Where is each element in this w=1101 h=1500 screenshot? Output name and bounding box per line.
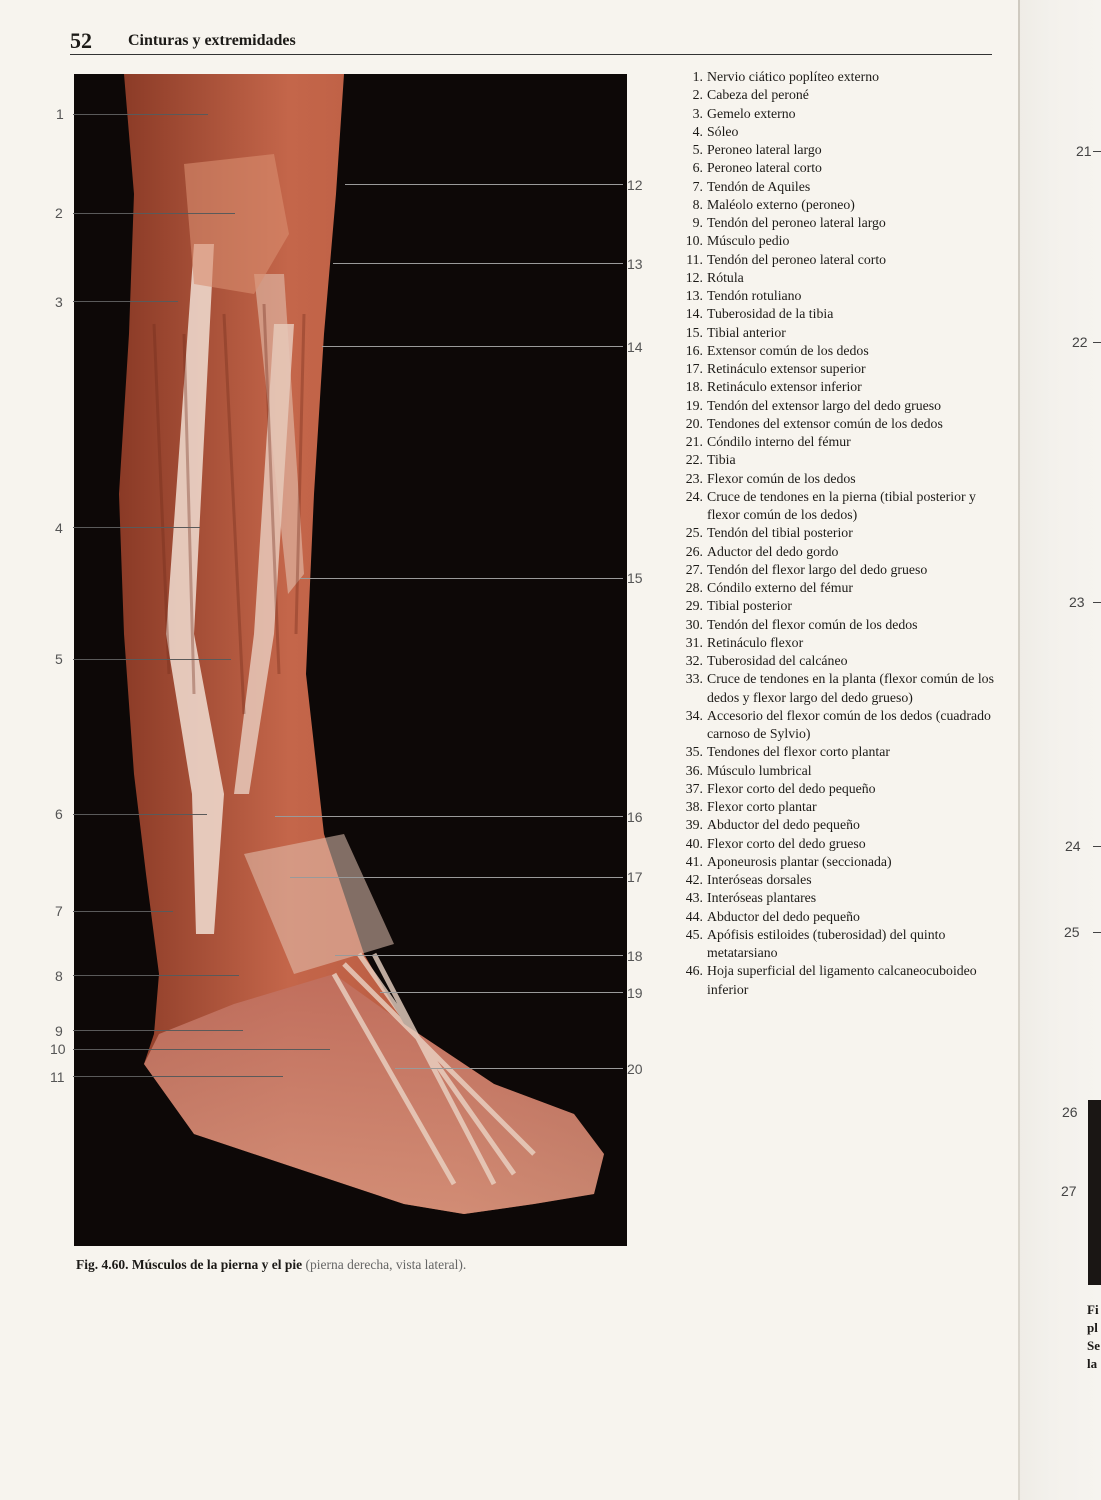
legend-list (674, 68, 1004, 999)
legend-number: 10. (685, 233, 703, 249)
legend-number: 1. (692, 69, 703, 84)
facing-label-22: 22 (1072, 334, 1088, 350)
facing-caption-1: Fi (1087, 1302, 1099, 1317)
leader-line-17 (290, 877, 623, 878)
legend-text: Cóndilo interno del fémur (707, 434, 851, 449)
legend-text: Abductor del dedo pequeño (707, 908, 860, 924)
legend-item (674, 762, 1004, 780)
legend-item (674, 159, 1004, 177)
legend-text: Flexor corto del dedo pequeño (707, 780, 876, 796)
legend-number: 17. (685, 361, 703, 376)
legend-text: Interóseas dorsales (707, 872, 812, 887)
figure-label-19: 19 (627, 985, 643, 1001)
legend-number: 41. (685, 853, 703, 869)
figure-label-3: 3 (55, 294, 63, 310)
legend-item (674, 488, 1004, 525)
legend-text: Extensor común de los dedos (707, 342, 869, 358)
legend-item (674, 926, 1004, 963)
legend-number: 39. (685, 817, 703, 833)
figure-label-2: 2 (55, 205, 63, 221)
legend-text: Retináculo extensor superior (707, 361, 866, 376)
leader-line-12 (345, 184, 623, 185)
legend-number: 33. (685, 671, 703, 687)
header-rule (70, 54, 992, 55)
facing-tick (1093, 602, 1101, 603)
legend-item (674, 652, 1004, 670)
leader-line-1 (73, 114, 208, 115)
legend-item (674, 105, 1004, 123)
legend-item (674, 561, 1004, 579)
legend-text: Flexor corto del dedo grueso (707, 835, 866, 851)
legend-text: Apófisis estiloides (tuberosidad) del quinto metatarsiano (707, 926, 946, 960)
legend-text: Tibial anterior (707, 324, 786, 340)
legend-text: Tendón del tibial posterior (707, 525, 853, 541)
facing-label-26: 26 (1062, 1104, 1078, 1120)
legend-text: Rótula (707, 269, 744, 285)
legend-item (674, 287, 1004, 305)
legend-number: 35. (685, 744, 703, 760)
leg-illustration (74, 74, 627, 1246)
facing-tick (1093, 151, 1101, 152)
legend-number: 34. (685, 707, 703, 723)
legend-text: Tendón de Aquiles (707, 178, 811, 194)
legend-number: 8. (692, 196, 703, 212)
legend-number: 40. (685, 835, 703, 851)
legend-text: Flexor corto plantar (707, 799, 817, 814)
legend-item (674, 524, 1004, 542)
legend-text: Tendones del extensor común de los dedos (707, 415, 943, 431)
figure-label-15: 15 (627, 570, 643, 586)
legend-item (674, 798, 1004, 816)
legend-text: Tuberosidad del calcáneo (707, 653, 848, 668)
legend-number: 11. (686, 251, 703, 267)
legend-item (674, 68, 1004, 86)
legend-item (674, 616, 1004, 634)
figure-label-14: 14 (627, 339, 643, 355)
facing-tick (1093, 846, 1101, 847)
leader-line-20 (395, 1068, 623, 1069)
figure-label-5: 5 (55, 651, 63, 667)
figure-label-6: 6 (55, 806, 63, 822)
leader-line-15 (300, 578, 623, 579)
legend-item (674, 178, 1004, 196)
legend-item (674, 251, 1004, 269)
figure-label-17: 17 (627, 869, 643, 885)
legend-item (674, 470, 1004, 488)
leader-line-4 (73, 527, 200, 528)
legend-text: Retináculo extensor inferior (707, 379, 862, 395)
legend-text: Accesorio del flexor común de los dedos (cuadrado carnoso de Sylvio) (707, 707, 991, 741)
leader-line-6 (73, 814, 207, 815)
legend-number: 13. (685, 288, 703, 303)
legend-item (674, 232, 1004, 250)
legend-text: Hoja superficial del ligamento calcaneocuboideo inferior (707, 963, 977, 997)
legend-item (674, 196, 1004, 214)
legend-item (674, 908, 1004, 926)
figure-label-13: 13 (627, 256, 643, 272)
figure-label-9: 9 (55, 1023, 63, 1039)
leader-line-16 (275, 816, 623, 817)
legend-item (674, 451, 1004, 469)
legend-item (674, 415, 1004, 433)
leader-line-11 (73, 1076, 283, 1077)
leader-line-3 (73, 301, 178, 302)
legend-text: Maléolo externo (peroneo) (707, 196, 855, 212)
legend-text: Tibial posterior (707, 598, 792, 614)
section-title: Cinturas y extremidades (128, 32, 296, 49)
legend-text: Tibia (707, 452, 736, 468)
legend-text: Tuberosidad de la tibia (707, 306, 834, 322)
leader-line-18 (335, 955, 623, 956)
legend-number: 14. (685, 306, 703, 322)
leader-line-5 (73, 659, 231, 660)
legend-item (674, 597, 1004, 615)
legend-number: 36. (685, 762, 703, 778)
legend-number: 43. (685, 890, 703, 906)
anatomy-photo (74, 74, 627, 1246)
legend-text: Cóndilo externo del fémur (707, 580, 853, 595)
legend-number: 28. (685, 580, 703, 595)
legend-number: 42. (685, 872, 703, 887)
facing-label-25: 25 (1064, 924, 1080, 940)
legend-number: 22. (685, 452, 703, 468)
legend-number: 23. (685, 470, 703, 486)
legend-text: Tendón del peroneo lateral largo (707, 215, 886, 230)
legend-item (674, 360, 1004, 378)
legend-text: Peroneo lateral largo (707, 142, 822, 157)
legend-number: 46. (685, 963, 703, 979)
book-gutter (1018, 0, 1020, 1500)
legend-item (674, 816, 1004, 834)
facing-photo-edge (1088, 1100, 1101, 1285)
page-number: 52 (70, 28, 92, 53)
legend-number: 37. (685, 780, 703, 796)
legend-text: Aponeurosis plantar (seccionada) (707, 853, 892, 869)
figure-label-1: 1 (56, 106, 64, 122)
legend-number: 20. (685, 415, 703, 431)
legend-item (674, 962, 1004, 999)
legend-number: 12. (685, 269, 703, 285)
legend-number: 44. (685, 908, 703, 924)
facing-label-24: 24 (1065, 838, 1081, 854)
legend-number: 30. (685, 616, 703, 632)
legend-item (674, 889, 1004, 907)
legend-number: 7. (692, 178, 703, 194)
legend-item (674, 123, 1004, 141)
legend-number: 15. (685, 324, 703, 340)
legend-item (674, 707, 1004, 744)
figure-label-12: 12 (627, 177, 643, 193)
legend-number: 24. (685, 488, 703, 504)
legend-number: 21. (685, 434, 703, 449)
legend-item (674, 780, 1004, 798)
legend-number: 3. (692, 105, 703, 121)
legend-text: Aductor del dedo gordo (707, 543, 839, 559)
legend-item (674, 634, 1004, 652)
legend-text: Peroneo lateral corto (707, 160, 822, 176)
legend-item (674, 871, 1004, 889)
facing-caption-2: pl (1087, 1320, 1098, 1335)
facing-caption-3: Se (1087, 1338, 1100, 1353)
leader-line-10 (73, 1049, 330, 1050)
figure-label-18: 18 (627, 948, 643, 964)
legend-number: 4. (692, 123, 703, 139)
legend-text: Tendones del flexor corto plantar (707, 744, 890, 760)
figure-label-4: 4 (55, 520, 63, 536)
legend-item (674, 269, 1004, 287)
figure-label-11: 11 (50, 1069, 65, 1085)
legend-item (674, 214, 1004, 232)
legend-text: Cruce de tendones en la planta (flexor común de los dedos y flexor largo del dedo grueso) (707, 671, 994, 705)
legend-number: 26. (685, 543, 703, 559)
legend-item (674, 378, 1004, 396)
figure-label-7: 7 (55, 903, 63, 919)
leader-line-2 (73, 213, 235, 214)
legend-text: Tendón del flexor largo del dedo grueso (707, 561, 928, 577)
legend-text: Gemelo externo (707, 105, 796, 121)
caption-subtitle: (pierna derecha, vista lateral). (305, 1257, 467, 1272)
legend-item (674, 305, 1004, 323)
legend-text: Músculo lumbrical (707, 762, 812, 778)
facing-label-23: 23 (1069, 594, 1085, 610)
legend-item (674, 543, 1004, 561)
legend-number: 25. (685, 525, 703, 541)
facing-tick (1093, 932, 1101, 933)
legend-number: 16. (685, 342, 703, 358)
legend-text: Sóleo (707, 123, 739, 139)
figure-label-20: 20 (627, 1061, 643, 1077)
figure-caption (76, 1257, 466, 1273)
legend-text: Tendón del peroneo lateral corto (707, 251, 887, 267)
legend-number: 38. (685, 799, 703, 814)
legend-text: Interóseas plantares (707, 890, 817, 906)
figure-label-10: 10 (50, 1041, 66, 1057)
legend-number: 19. (685, 397, 703, 413)
legend-number: 18. (685, 379, 703, 395)
legend-number: 32. (685, 653, 703, 668)
legend-item (674, 743, 1004, 761)
leader-line-19 (380, 992, 623, 993)
figure-label-16: 16 (627, 809, 643, 825)
legend-number: 5. (692, 142, 703, 157)
facing-caption-4: la (1087, 1356, 1098, 1371)
leader-line-7 (73, 911, 173, 912)
legend-item (674, 579, 1004, 597)
caption-title: Fig. 4.60. Músculos de la pierna y el pie (76, 1257, 303, 1272)
legend-item (674, 86, 1004, 104)
legend-number: 27. (685, 561, 703, 577)
legend-item (674, 397, 1004, 415)
legend-text: Nervio ciático poplíteo externo (707, 69, 880, 84)
legend-text: Tendón del flexor común de los dedos (707, 616, 918, 632)
legend-number: 45. (685, 926, 703, 942)
legend-number: 6. (692, 160, 703, 176)
legend-text: Flexor común de los dedos (707, 470, 856, 486)
legend-number: 31. (685, 634, 703, 650)
legend-item (674, 141, 1004, 159)
legend-item (674, 433, 1004, 451)
leader-line-8 (73, 975, 239, 976)
figure-label-8: 8 (55, 968, 63, 984)
legend-item (674, 324, 1004, 342)
legend-text: Tendón del extensor largo del dedo grueso (707, 397, 942, 413)
legend-item (674, 670, 1004, 707)
leader-line-14 (322, 346, 623, 347)
legend-number: 29. (685, 598, 703, 614)
legend-text: Retináculo flexor (707, 634, 804, 650)
legend-text: Músculo pedio (707, 233, 790, 249)
facing-label-27: 27 (1061, 1183, 1077, 1199)
legend-number: 9. (692, 215, 703, 230)
legend-text: Tendón rotuliano (707, 288, 802, 303)
legend-item (674, 853, 1004, 871)
legend-number: 2. (692, 87, 703, 103)
legend-text: Cabeza del peroné (707, 87, 809, 103)
legend-text: Abductor del dedo pequeño (707, 817, 860, 833)
leader-line-9 (73, 1030, 243, 1031)
leader-line-13 (333, 263, 623, 264)
legend-text: Cruce de tendones en la pierna (tibial posterior y flexor común de los dedos) (707, 488, 976, 522)
facing-label-21: 21 (1076, 143, 1092, 159)
facing-tick (1093, 342, 1101, 343)
legend-item (674, 835, 1004, 853)
legend-item (674, 342, 1004, 360)
